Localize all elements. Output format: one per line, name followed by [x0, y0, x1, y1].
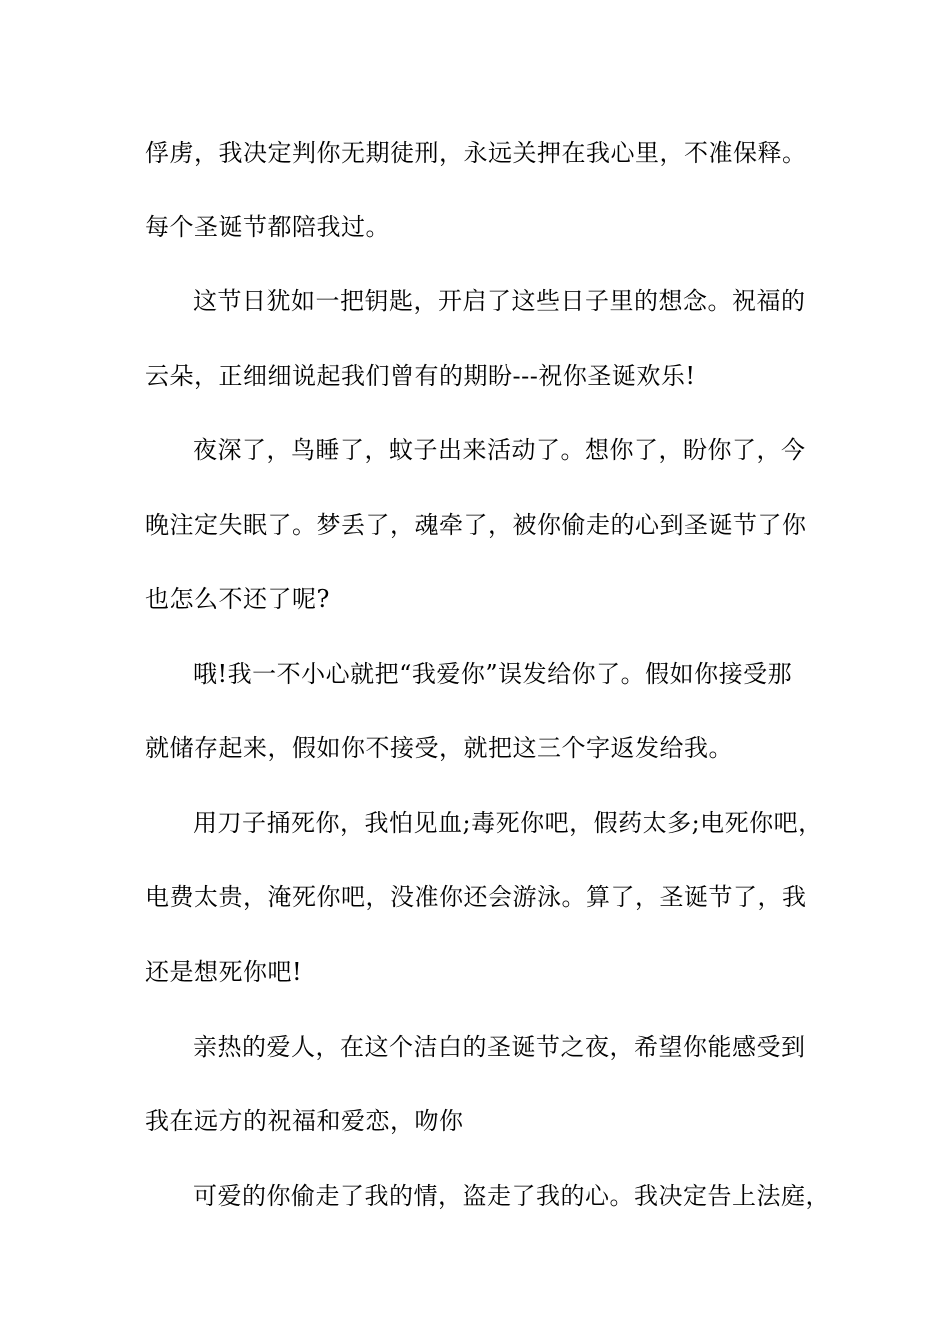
text-line-13: 亲热的爱人，在这个洁白的圣诞节之夜，希望你能感受到 — [193, 1033, 806, 1061]
text-line-7: 也怎么不还了呢? — [145, 585, 330, 613]
text-line-10: 用刀子捅死你，我怕见血;毒死你吧，假药太多;电死你吧， — [193, 809, 823, 837]
text-line-9: 就储存起来，假如你不接受，就把这三个字返发给我。 — [145, 734, 733, 762]
text-line-8: 哦!我一不小心就把“我爱你”误发给你了。假如你接受那 — [193, 660, 793, 688]
text-line-5: 夜深了，鸟睡了，蚊子出来活动了。想你了，盼你了，今 — [193, 436, 806, 464]
text-line-12: 还是想死你吧! — [145, 958, 303, 986]
text-line-2: 每个圣诞节都陪我过。 — [145, 213, 390, 241]
text-line-1: 俘虏，我决定判你无期徒刑，永远关押在我心里，不准保释。 — [145, 139, 807, 167]
text-line-14: 我在远方的祝福和爱恋，吻你 — [145, 1107, 464, 1135]
text-line-11: 电费太贵，淹死你吧，没准你还会游泳。算了，圣诞节了，我 — [145, 883, 807, 911]
text-line-3: 这节日犹如一把钥匙，开启了这些日子里的想念。祝福的 — [193, 287, 806, 315]
text-line-15: 可爱的你偷走了我的情，盗走了我的心。我决定告上法庭， — [193, 1182, 830, 1210]
text-line-4: 云朵，正细细说起我们曾有的期盼---祝你圣诞欢乐! — [145, 362, 696, 390]
text-line-6: 晚注定失眠了。梦丢了，魂牵了，被你偷走的心到圣诞节了你 — [145, 511, 807, 539]
